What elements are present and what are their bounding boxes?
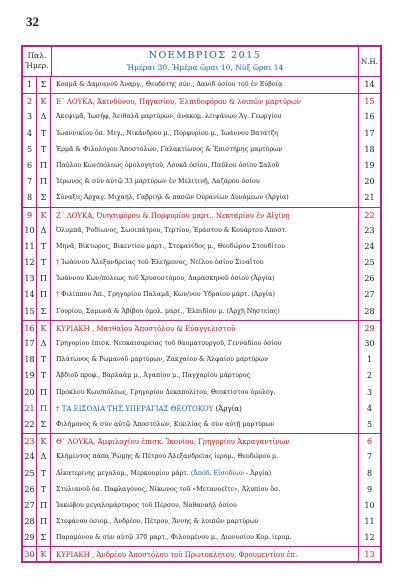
new-calendar-day: 27 [358, 287, 380, 303]
saints-text: Ὀλυμπᾶ, Ῥοδίωνος, Σωσιπάτρου, Τερτίου, Ἐράστου & Κουάρτου Ἀποστ. [56, 226, 288, 234]
calendar-row [23, 417, 380, 433]
saints-of-day [52, 336, 358, 352]
saints-of-day [52, 401, 358, 417]
cross-icon: † [56, 291, 60, 299]
calendar-row [23, 223, 380, 239]
new-calendar-day: 30 [358, 336, 380, 352]
weekday-letter: Τ [37, 368, 51, 384]
saints-of-day [52, 109, 358, 125]
saints-of-day [52, 190, 358, 206]
day-number: 13 [23, 271, 37, 287]
saints-text: Πρόκλου Κων/πόλεως, Γρηγορίου Δεκαπολίτου, Θεοκτίστου ὁμολογ. [56, 388, 276, 396]
day-number: 6 [23, 158, 37, 174]
new-calendar-day: 3 [358, 385, 380, 401]
saints-of-day [52, 77, 358, 93]
day-number: 23 [23, 434, 37, 449]
saints-of-day [52, 368, 358, 384]
day-number: 29 [23, 530, 37, 546]
day-number: 18 [23, 352, 37, 368]
new-calendar-day: 9 [358, 482, 380, 498]
saints-text: Μηνᾶ, Βίκτωρος, Βικεντίου μαρτ., Στεφανίδος μ., Θεοδώρου Στουδίτου [56, 242, 285, 250]
calendar-row [23, 158, 380, 174]
day-number: 11 [23, 239, 37, 255]
calendar-row [23, 109, 380, 125]
new-calendar-column-header: Ν.Η. [358, 47, 380, 76]
weekday-letter: Τ [37, 482, 51, 498]
new-calendar-day: 4 [358, 401, 380, 417]
calendar-row [23, 239, 380, 255]
saints-text: Σύναξις Ἀρχαγ. Μιχαήλ, Γαβριήλ & πασῶν Οὐρανίων Δυνάμεων (Ἀργία) [56, 194, 289, 202]
day-number: 25 [23, 466, 37, 482]
saints-text: Παραμόνου & σὺν αὐτῷ 370 μαρτ., Φιλουμένου μ., Διονυσίου Κορ. ἱερομ. [56, 534, 292, 542]
new-calendar-day: 21 [358, 190, 380, 206]
weekday-letter: Π [37, 174, 51, 190]
new-calendar-day: 1 [358, 352, 380, 368]
calendar-row [23, 304, 380, 320]
calendar-row [23, 368, 380, 384]
day-number: 20 [23, 385, 37, 401]
saints-of-day [52, 158, 358, 174]
saints-text: Ἰωάννου Ἀλεξανδρείας τοῦ Ἐλεήμονος, Νείλου ὁσίου Σιναΐτου [61, 259, 264, 267]
saints-of-day [52, 434, 358, 449]
holiday-note: - Ἀργία) [245, 469, 272, 477]
weekday-letter: Π [37, 287, 51, 303]
day-number: 30 [23, 547, 37, 562]
saints-text: Ἑρμᾶ & Φιλολόγου Ἀποστόλων, Γαλακτίωνος & Ἐπιστήμης μαρτύρων [56, 145, 283, 153]
new-calendar-day: 11 [358, 514, 380, 530]
weekday-letter: Δ [37, 449, 51, 465]
saints-of-day [52, 271, 358, 287]
weekday-letter: Π [37, 498, 51, 514]
saints-of-day [52, 530, 358, 546]
saints-text: Ἀβδιοῦ προφ., Βαρλαὰμ μ., Ἀγαπίου μ., Παγχαρίου μάρτυρος [56, 372, 251, 380]
new-calendar-day: 17 [358, 126, 380, 142]
month-title-block [52, 47, 358, 76]
calendar-rows [23, 77, 380, 563]
page-number: 32 [26, 14, 39, 29]
saints-of-day [52, 514, 358, 530]
weekday-letter: Π [37, 401, 51, 417]
saints-of-day [52, 142, 358, 158]
new-calendar-day: 23 [358, 223, 380, 239]
calendar-row [23, 449, 380, 465]
calendar-row [23, 498, 380, 514]
saints-text: Θ΄ ΛΟΥΚΑ, Ἀμφιλοχίου ἐπισκ. Ἰκονίου, Γρηγορίου Ἀκραγαντίνων [56, 438, 290, 447]
weekday-letter: Τ [37, 255, 51, 271]
weekday-letter: Σ [37, 417, 51, 433]
day-number: 16 [23, 321, 37, 336]
new-calendar-day: 2 [358, 368, 380, 384]
new-calendar-day: 16 [358, 109, 380, 125]
day-number: 14 [23, 287, 37, 303]
old-calendar-label: Παλ. [27, 51, 47, 60]
weekday-letter: Σ [37, 77, 51, 93]
old-calendar-column-header [23, 47, 52, 76]
saints-text: Ἱέρωνος & σὺν αὐτῷ 33 μαρτύρων ἐν Μελιτινῇ, Λαζάρου ὁσίου [56, 178, 260, 186]
new-calendar-day: 12 [358, 530, 380, 546]
calendar-row [23, 482, 380, 498]
day-number: 3 [23, 109, 37, 125]
calendar-row [23, 126, 380, 142]
weekday-letter: Τ [37, 466, 51, 482]
saints-of-day [52, 208, 358, 223]
new-calendar-day: 10 [358, 498, 380, 514]
day-number: 12 [23, 255, 37, 271]
calendar-table [21, 45, 382, 563]
day-number: 28 [23, 514, 37, 530]
new-calendar-day: 22 [358, 208, 380, 223]
saints-of-day [52, 385, 358, 401]
new-calendar-day: 15 [358, 94, 380, 109]
calendar-row [23, 142, 380, 158]
calendar-row [23, 401, 380, 417]
day-length-info: Ἡμέραι 30. Ἡμέρα ὥραι 10, Νὺξ ὥραι 14 [126, 63, 284, 72]
saints-of-day [52, 482, 358, 498]
calendar-row [23, 93, 380, 109]
day-number: 10 [23, 223, 37, 239]
weekday-letter: Δ [37, 336, 51, 352]
new-calendar-day: 19 [358, 158, 380, 174]
weekday-letter: Δ [37, 109, 51, 125]
saints-text: Γρηγορίου ἐπισκ. Νεοκαισαρείας τοῦ θαυματουργοῦ, Γενναδίου ὁσίου [56, 340, 282, 347]
day-number: 7 [23, 174, 37, 190]
calendar-row [23, 255, 380, 271]
calendar-row [23, 174, 380, 190]
weekday-letter: Σ [37, 530, 51, 546]
cross-icon: † [56, 259, 60, 267]
saints-text: ΚΥΡΙΑΚΗ , Ματθαίου Ἀποστόλου & Εὐαγγελιστοῦ [56, 324, 236, 333]
calendar-row [23, 530, 380, 546]
calendar-row [23, 320, 380, 336]
new-calendar-day: 28 [358, 304, 380, 320]
saints-text: Στεφάνου ὁσιομ., Ἀνδρέου, Πέτρου, Ἄννης & λοιπῶν μαρτύρων [56, 518, 259, 526]
day-label: Ἡμερ. [25, 61, 49, 70]
new-calendar-day: 26 [358, 271, 380, 287]
saints-text: Φιλήμονος & σὺν αὐτῷ Ἀποστόλων, Κικιλίας & σὺν αὐτῇ μαρτύρων [56, 420, 275, 428]
new-calendar-day: 24 [358, 239, 380, 255]
day-number: 21 [23, 401, 37, 417]
new-calendar-day: 5 [358, 417, 380, 433]
day-number: 2 [23, 94, 37, 109]
calendar-row [23, 336, 380, 352]
saints-text: Αἰκατερίνης μεγαλομ., Μερκουρίου μάρτ. [56, 469, 189, 477]
weekday-letter: Κ [37, 434, 51, 449]
saints-of-day [52, 255, 358, 271]
saints-of-day [52, 94, 358, 109]
saints-text: Κοσμᾶ & Δαμιανοῦ Ἀναργ., Θεοδότης σύν., Δαυὶδ ὁσίου τοῦ ἐν Εὐβοίᾳ [56, 81, 283, 88]
saints-of-day [52, 498, 358, 514]
calendar-row [23, 352, 380, 368]
calendar-header [23, 47, 380, 77]
saints-text: Ε΄ ΛΟΥΚΑ, Ἀκινδύνου, Πηγασίου, Ἐλπιδοφόρου & λοιπῶν μαρτύρων [56, 98, 302, 107]
calendar-row [23, 546, 380, 562]
saints-of-day [52, 239, 358, 255]
new-calendar-day: 20 [358, 174, 380, 190]
new-calendar-day: 6 [358, 434, 380, 449]
saints-text: Στυλιανοῦ ὅσ. Παφλαγόνος, Νίκωνος τοῦ «Μετανοεῖτε», Ἀλυπίου ὅσ. [56, 485, 281, 493]
holiday-note: (Ἀργία) [215, 404, 242, 413]
calendar-row [23, 385, 380, 401]
saints-text: Ἰακώβου μεγαλομάρτυρος τοῦ Πέρσου, Ναθαναὴλ ὁσίου [56, 501, 237, 509]
day-number: 8 [23, 190, 37, 206]
calendar-row [23, 433, 380, 449]
saints-of-day [52, 352, 358, 368]
saints-of-day [52, 321, 358, 336]
saints-text: Φιλίππου Ἀπ., Γρηγορίου Παλαμᾶ, Κων/νου Ὑδραίου μάρτ. (Ἀργία) [61, 291, 275, 299]
saints-text: Ζ΄ ΛΟΥΚΑ, Ὀνησιφόρου & Πορφυρίου μαρτ., Νεκταρίου ἐν Αἰγίνῃ [56, 211, 290, 220]
weekday-letter: Τ [37, 126, 51, 142]
calendar-row [23, 466, 380, 482]
weekday-letter: Π [37, 385, 51, 401]
day-number: 9 [23, 208, 37, 223]
weekday-letter: Δ [37, 223, 51, 239]
new-calendar-day: 8 [358, 466, 380, 482]
saints-of-day [52, 223, 358, 239]
cross-icon: † [56, 404, 60, 413]
saints-text: Παύλου Κων/πόλεως ὁμολογητοῦ, Λουκᾶ ὁσίου, Παύλου ὁσίου Σαλοῦ [56, 161, 280, 169]
day-number: 17 [23, 336, 37, 352]
saints-of-day [52, 174, 358, 190]
apodosis-note: (Ἀπόδ. Εἰσοδίων [190, 469, 244, 477]
day-number: 5 [23, 142, 37, 158]
new-calendar-day: 25 [358, 255, 380, 271]
calendar-row [23, 287, 380, 303]
saints-text: Κλήμεντος πάπα Ῥώμης & Πέτρου Ἀλεξανδρείας ἱερομ., Θεοδώρου μ. [56, 453, 279, 461]
weekday-letter: Τ [37, 142, 51, 158]
saints-text: ΚΥΡΙΑΚΗ , Ἀνδρέου Ἀποστόλου τοῦ Πρωτοκλήτου, Φρουμεντίου ἐπ. [56, 551, 298, 560]
weekday-letter: Κ [37, 321, 51, 336]
weekday-letter: Π [37, 271, 51, 287]
day-number: 26 [23, 482, 37, 498]
new-calendar-day: 13 [358, 547, 380, 562]
new-calendar-day: 18 [358, 142, 380, 158]
weekday-letter: Σ [37, 190, 51, 206]
weekday-letter: Σ [37, 304, 51, 320]
saints-text: Ἀκεψιμᾶ, Ἰωσήφ, Ἀειθαλᾶ μαρτύρων, ἀνακομ. λειψάνων Ἁγ. Γεωργίου [56, 113, 282, 121]
new-calendar-day: 29 [358, 321, 380, 336]
saints-of-day [52, 547, 358, 562]
saints-text: ΤΑ ΕΙΣΟΔΙΑ ΤΗΣ ΥΠΕΡΑΓΙΑΣ ΘΕΟΤΟΚΟΥ [61, 404, 214, 413]
new-calendar-day: 14 [358, 77, 380, 93]
saints-of-day [52, 126, 358, 142]
day-number: 19 [23, 368, 37, 384]
calendar-row [23, 271, 380, 287]
weekday-letter: Κ [37, 547, 51, 562]
calendar-row [23, 207, 380, 223]
weekday-letter: Τ [37, 239, 51, 255]
day-number: 1 [23, 77, 37, 93]
saints-text: Ἰωάννου Κων/πόλεως τοῦ Χρυσοστόμου, Δαμασκηνοῦ ὁσίου (Ἀργία) [56, 275, 275, 283]
saints-of-day [52, 449, 358, 465]
saints-text: Πλάτωνος & Ρωμανοῦ μαρτύρων, Ζακχαίου & Ἀλφαίου μαρτύρων [56, 356, 268, 364]
day-number: 22 [23, 417, 37, 433]
weekday-letter: Π [37, 514, 51, 530]
new-calendar-day: 7 [358, 449, 380, 465]
saints-of-day [52, 304, 358, 320]
saints-text: Γουρίου, Σαμωνᾶ & Ἀβίβου ὁμολ. μαρτ., Ἐλπιδίου μ. (Ἀρχὴ Νηστείας) [56, 307, 280, 315]
day-number: 4 [23, 126, 37, 142]
day-number: 27 [23, 498, 37, 514]
saints-of-day [52, 287, 358, 303]
calendar-row [23, 77, 380, 93]
month-title: ΝΟΕΜΒΡΙΟΣ 2015 [148, 50, 262, 61]
calendar-row [23, 190, 380, 206]
day-number: 15 [23, 304, 37, 320]
weekday-letter: Τ [37, 352, 51, 368]
calendar-row [23, 514, 380, 530]
saints-text: Ἰωαννικίου ὅσ. Μεγ., Νικάνδρου μ., Πορφυρίου μ., Ἰωάννου Βατάτζη [56, 129, 278, 137]
weekday-letter: Π [37, 158, 51, 174]
saints-of-day [52, 417, 358, 433]
day-number: 24 [23, 449, 37, 465]
saints-of-day [52, 466, 358, 482]
weekday-letter: Κ [37, 208, 51, 223]
weekday-letter: Κ [37, 94, 51, 109]
